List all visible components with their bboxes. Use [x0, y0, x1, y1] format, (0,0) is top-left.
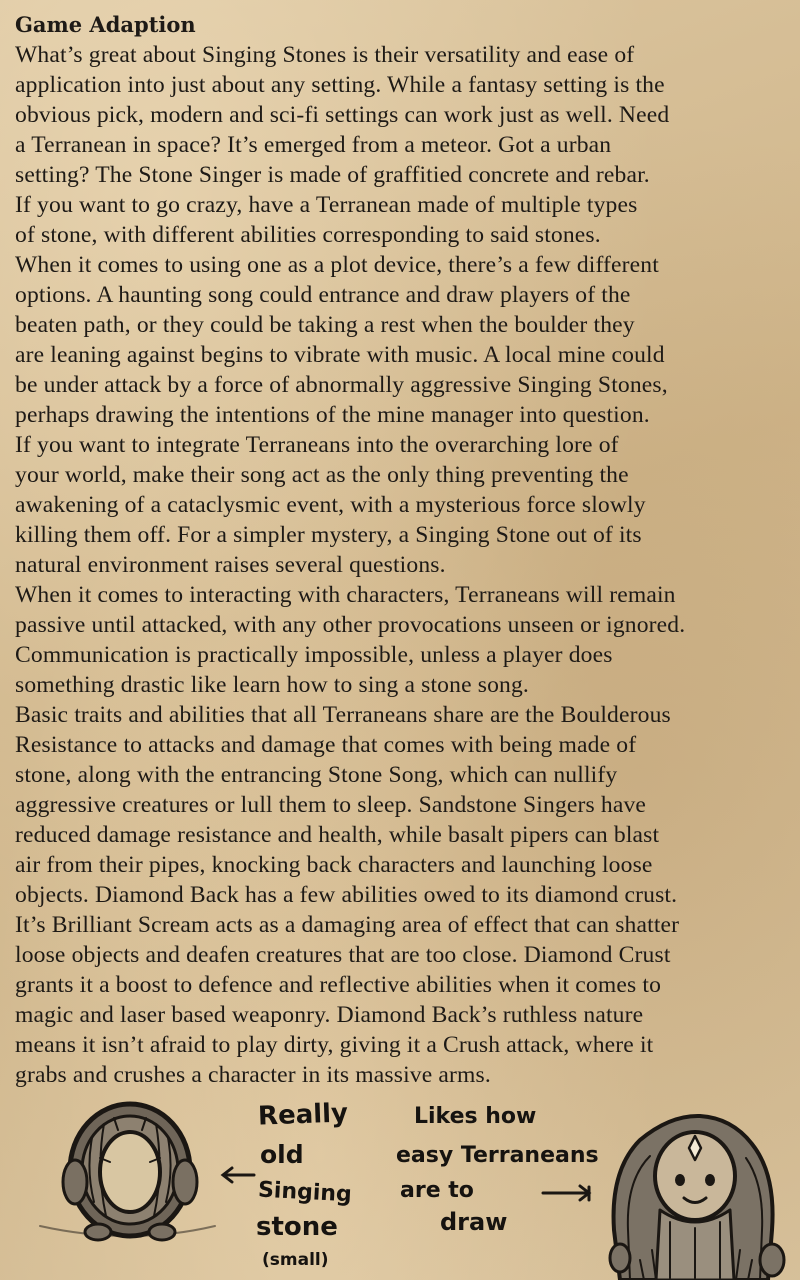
text-line: obvious pick, modern and sci-fi settings can work just as well. Need [15, 102, 670, 128]
text-line: natural environment raises several questions. [15, 552, 446, 578]
text-line: something drastic like learn how to sing a stone song. [15, 672, 529, 698]
text-line: When it comes to interacting with characters, Terraneans will remain [15, 582, 676, 608]
text-line: Resistance to attacks and damage that comes with being made of [15, 732, 637, 758]
text-line: awakening of a cataclysmic event, with a mysterious force slowly [15, 492, 646, 518]
text-line: grabs and crushes a character in its massive arms. [15, 1062, 491, 1088]
paragraph [15, 700, 795, 1090]
note-left-line-2: old [260, 1140, 304, 1169]
section-heading: Game Adaption [15, 12, 196, 37]
text-line: objects. Diamond Back has a few abilities owed to its diamond crust. [15, 882, 678, 908]
text-line: Basic traits and abilities that all Terraneans share are the Boulderous [15, 702, 671, 728]
note-right-line-3: are to [400, 1178, 474, 1203]
text-line: setting? The Stone Singer is made of graffitied concrete and rebar. [15, 162, 650, 188]
text-line: air from their pipes, knocking back characters and launching loose [15, 852, 653, 878]
text-line: a Terranean in space? It’s emerged from a meteor. Got a urban [15, 132, 612, 158]
text-line: grants it a boost to defence and reflective abilities when it comes to [15, 972, 662, 998]
body-text [15, 40, 795, 1090]
note-right-line-2: easy Terraneans [396, 1143, 599, 1168]
text-line: of stone, with different abilities corresponding to said stones. [15, 222, 601, 248]
text-line: passive until attacked, with any other provocations unseen or ignored. [15, 612, 686, 638]
arrow-left-icon [218, 1165, 258, 1185]
paragraph [15, 250, 795, 580]
text-line: magic and laser based weaponry. Diamond Back’s ruthless nature [15, 1002, 644, 1028]
text-line: your world, make their song act as the only thing preventing the [15, 462, 629, 488]
text-line: stone, along with the entrancing Stone Song, which can nullify [15, 762, 618, 788]
paragraph [15, 580, 795, 700]
hooded-terranean-icon [600, 1110, 795, 1280]
note-left-line-1: Really [257, 1098, 349, 1132]
text-line: killing them off. For a simpler mystery, a Singing Stone out of its [15, 522, 642, 548]
text-line: It’s Brilliant Scream acts as a damaging area of effect that can shatter [15, 912, 680, 938]
note-left-line-3: Singing [257, 1177, 353, 1208]
text-line: loose objects and deafen creatures that are too close. Diamond Crust [15, 942, 671, 968]
text-line: If you want to integrate Terraneans into the overarching lore of [15, 432, 619, 458]
text-line: are leaning against begins to vibrate with music. A local mine could [15, 342, 665, 368]
text-line: perhaps drawing the intentions of the mine manager into question. [15, 402, 650, 428]
text-line: When it comes to using one as a plot device, there’s a few different [15, 252, 659, 278]
note-left-line-4: stone [256, 1212, 338, 1242]
note-right-line-1: Likes how [414, 1104, 537, 1129]
text-line: means it isn’t afraid to play dirty, giving it a Crush attack, where it [15, 1032, 654, 1058]
text-line: be under attack by a force of abnormally aggressive Singing Stones, [15, 372, 668, 398]
text-line: application into just about any setting. While a fantasy setting is the [15, 72, 665, 98]
note-left-line-5: (small) [262, 1250, 329, 1270]
text-line: aggressive creatures or lull them to sleep. Sandstone Singers have [15, 792, 647, 818]
text-line: Communication is practically impossible, unless a player does [15, 642, 613, 668]
note-right-line-4: draw [440, 1208, 508, 1236]
paragraph [15, 40, 795, 250]
document-page [15, 10, 795, 1090]
text-line: beaten path, or they could be taking a rest when the boulder they [15, 312, 635, 338]
text-line: reduced damage resistance and health, while basalt pipers can blast [15, 822, 660, 848]
text-line: If you want to go crazy, have a Terranean made of multiple types [15, 192, 638, 218]
arrow-right-icon [540, 1183, 596, 1203]
text-line: What’s great about Singing Stones is their versatility and ease of [15, 42, 635, 68]
text-line: options. A haunting song could entrance and draw players of the [15, 282, 631, 308]
boulder-creature-icon [30, 1098, 230, 1258]
